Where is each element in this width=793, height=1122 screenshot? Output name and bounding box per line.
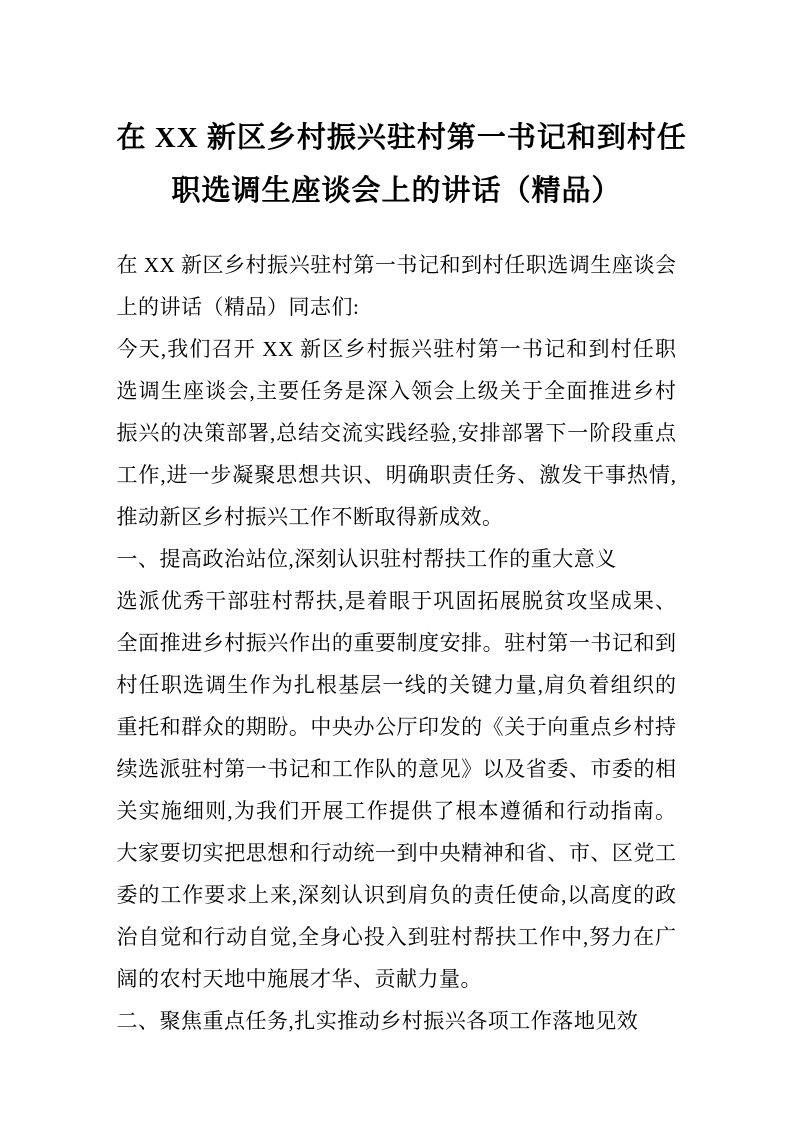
section-heading-2: 二、聚焦重点任务,扎实推动乡村振兴各项工作落地见效 <box>116 1009 639 1033</box>
paragraph-title-salutation: 在 XX 新区乡村振兴驻村第一书记和到村任职选调生座谈会上的讲话（精品）同志们: <box>116 253 677 319</box>
paragraph-opening: 今天,我们召开 XX 新区乡村振兴驻村第一书记和到村任职选调生座谈会,主要任务是深入领会上级关于全面推进乡村振兴的决策部署,总结交流实践经验,安排部署下一阶段重点工作,进一步凝聚思想共识、明确职责任务、激发干事热情,推动新区乡村振兴工作不断取得新成效。 <box>116 337 677 529</box>
document-title <box>116 112 687 218</box>
section-heading-1: 一、提高政治站位,深刻认识驻村帮扶工作的重大意义 <box>116 547 617 571</box>
document-title-line-1: 在 XX 新区乡村振兴驻村第一书记和到村任 <box>116 122 687 154</box>
paragraph-section-1-body: 选派优秀干部驻村帮扶,是着眼于巩固拓展脱贫攻坚成果、全面推进乡村振兴作出的重要制度安排。驻村第一书记和到村任职选调生作为扎根基层一线的关键力量,肩负着组织的重托和群众的期盼。中央办公厅印发的《关于向重点乡村持续选派驻村第一书记和工作队的意见》以及省委、市委的相关实施细则,为我们开展工作提供了根本遵循和行动指南。大家要切实把思想和行动统一到中央精神和省、市、区党工委的工作要求上来,深刻认识到肩负的责任使命,以高度的政治自觉和行动自觉,全身心投入到驻村帮扶工作中,努力在广阔的农村天地中施展才华、贡献力量。 <box>116 589 677 991</box>
document-title-line-2: 职选调生座谈会上的讲话（精品） <box>171 175 622 207</box>
document-content <box>116 0 687 1042</box>
